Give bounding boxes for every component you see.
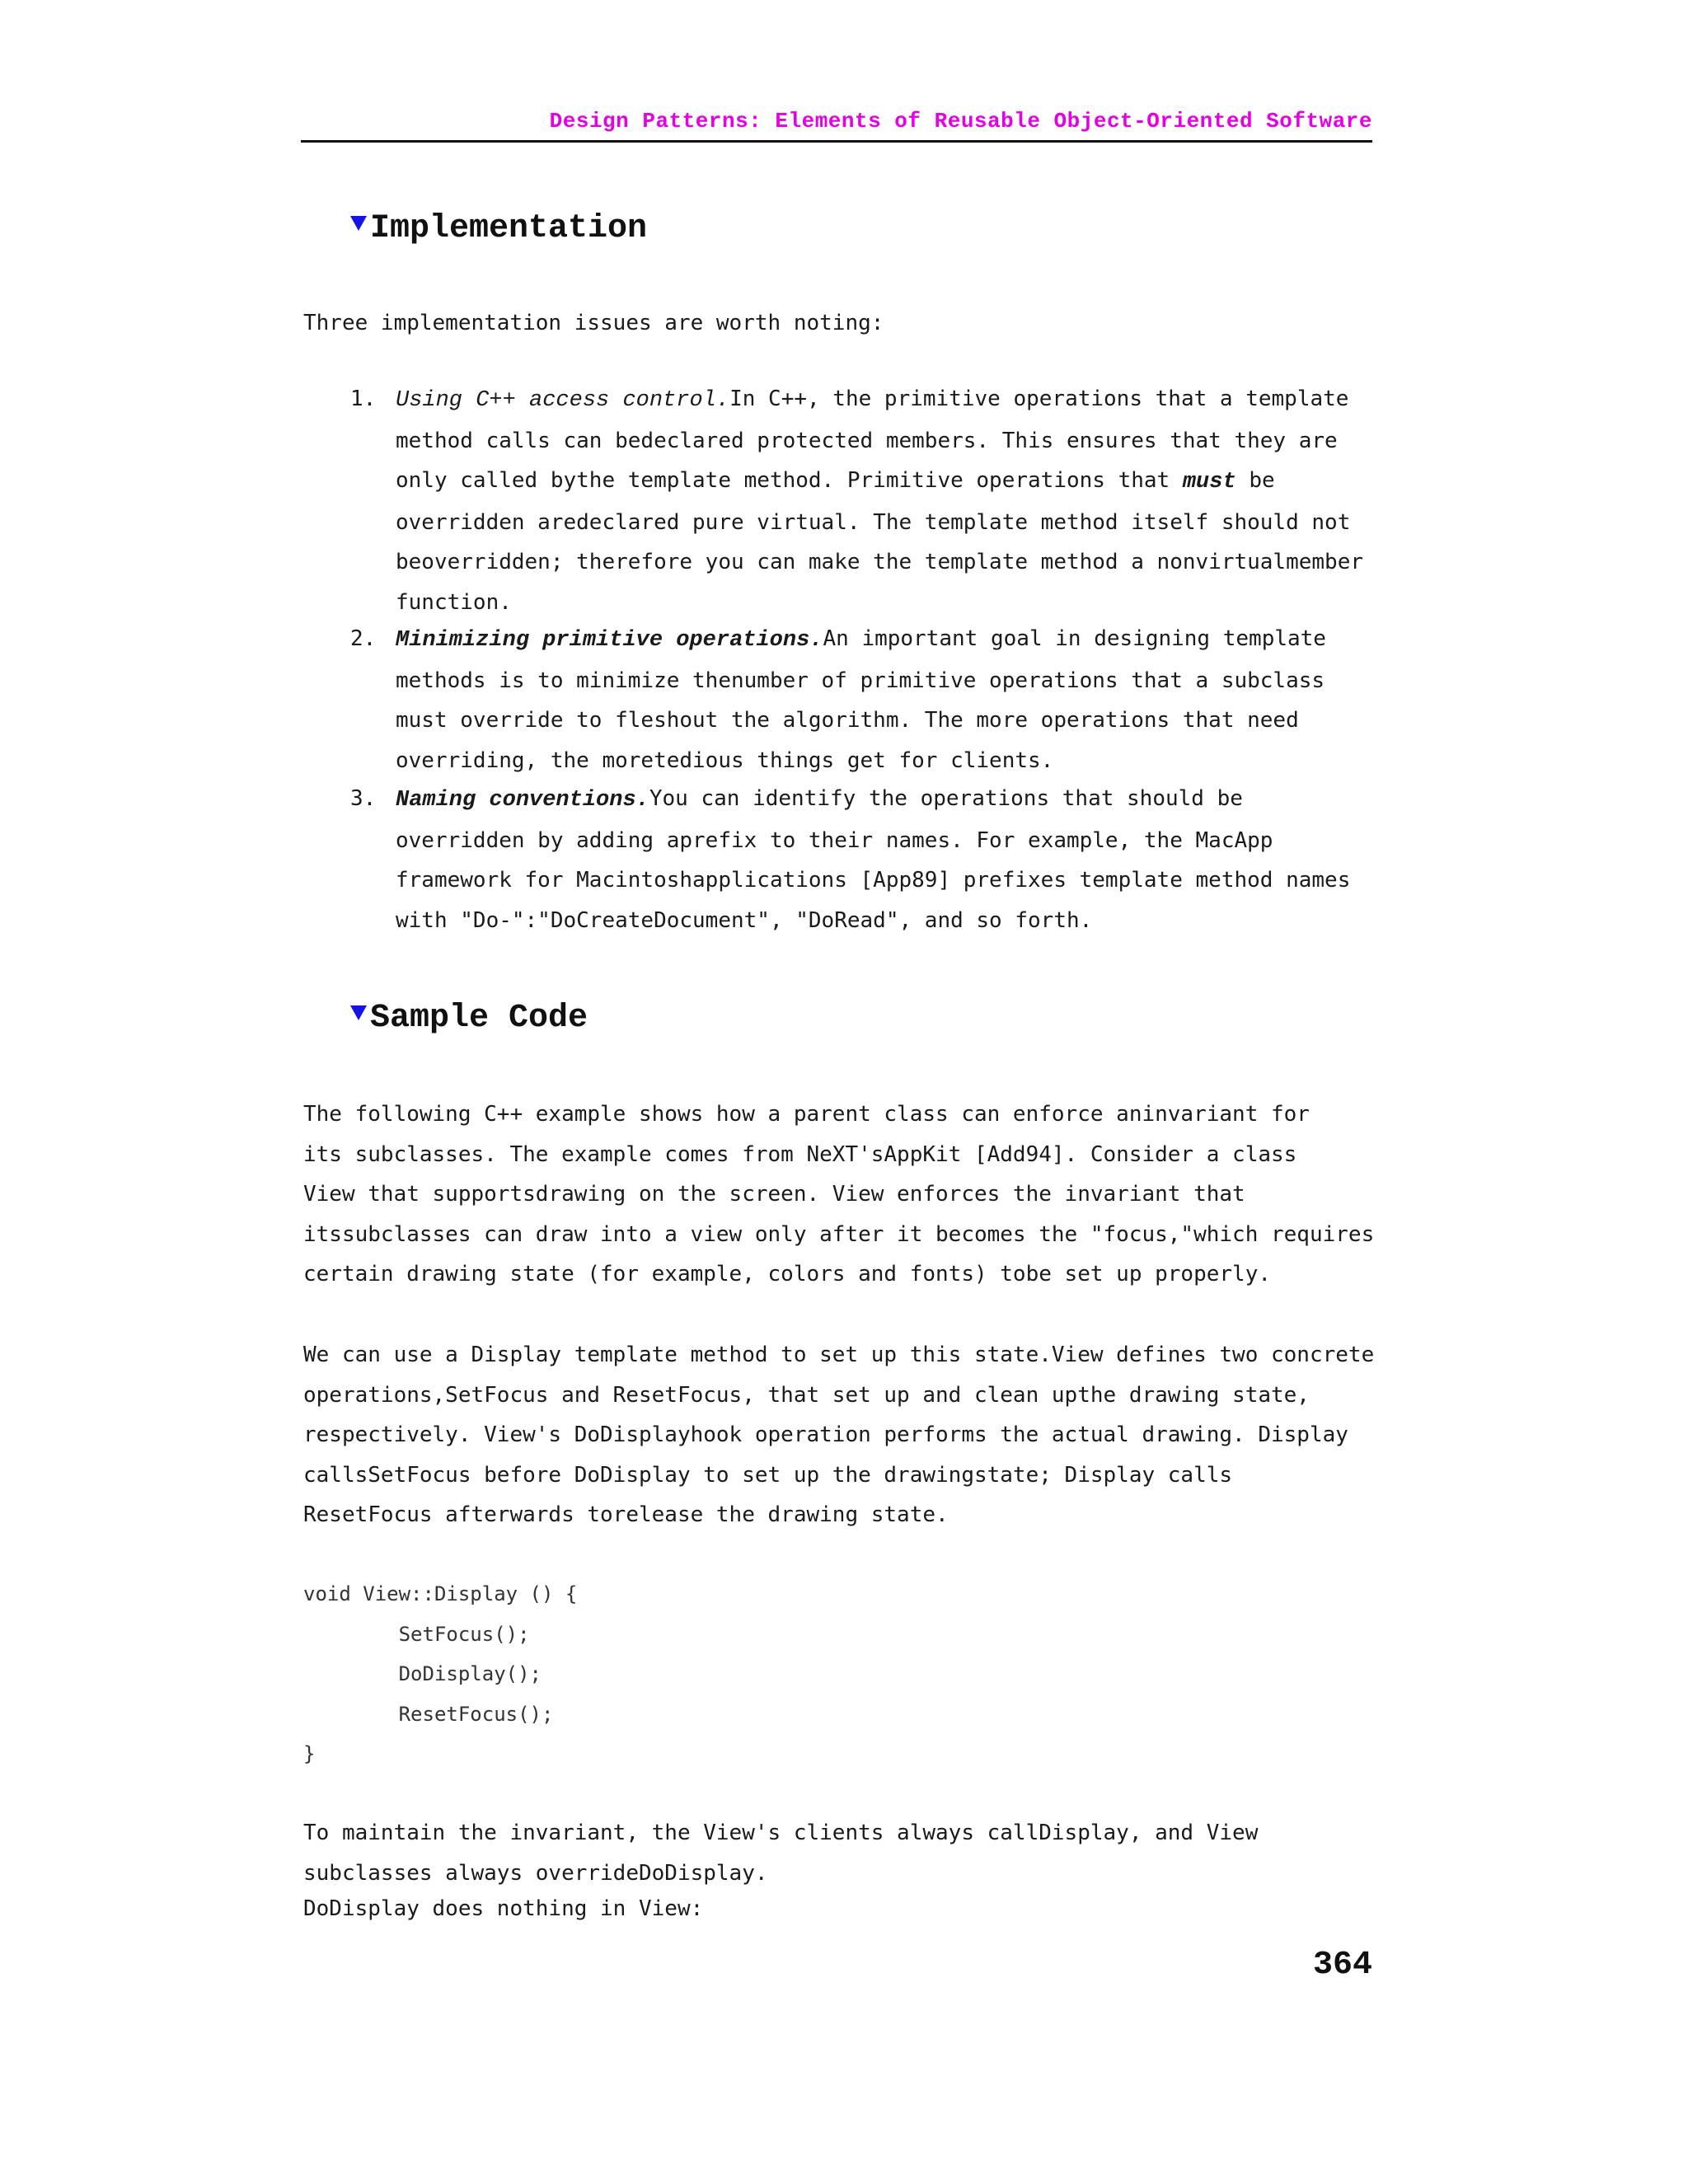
sample-code-heading: [350, 999, 588, 1038]
code-line: SetFocus();: [303, 1622, 530, 1646]
sample-code-paragraph-1: The following C++ example shows how a parent class can enforce aninvariant for its subclasses. The example comes from NeXT'sAppKit [Add94]. Consider a class View that supportsdrawing on the screen. View enforces the invariant that itssubclasses can draw into a view only after it becomes the "focus,"which requires certain drawing state (for example, colors and fonts) tobe set up properly.: [303, 1102, 1375, 1286]
code-block: [303, 1574, 577, 1774]
emphasis-must: must: [1182, 470, 1236, 494]
running-header: Design Patterns: Elements of Reusable Object-Oriented Software: [549, 109, 1372, 134]
implementation-heading: [350, 209, 647, 249]
code-line: ResetFocus();: [303, 1702, 554, 1726]
sample-code-paragraph-2: We can use a Display template method to set up this state.View defines two concrete operations,SetFocus and ResetFocus, that set up and clean upthe drawing state, respectively. View's DoDisplayhook operation performs the actual drawing. Display callsSetFocus before DoDisplay to set up the drawingstate; Display calls ResetFocus afterwards torelease the drawing state.: [303, 1343, 1375, 1527]
list-number: 2.: [350, 626, 377, 651]
code-line: DoDisplay();: [303, 1662, 542, 1685]
page-number: 364: [1312, 1947, 1372, 1984]
implementation-heading-text: Implementation: [370, 210, 648, 247]
item-title: Using C++ access control.: [396, 388, 730, 413]
implementation-intro: Three implementation issues are worth noting:: [303, 311, 884, 335]
item-title: Naming conventions.: [396, 788, 649, 813]
list-number: 1.: [350, 387, 377, 411]
code-line: }: [303, 1742, 316, 1765]
header-rule: [301, 140, 1372, 143]
list-number: 3.: [350, 786, 377, 811]
document-page: Design Patterns: Elements of Reusable Object-Oriented Software Implementation Three implementation issues are worth noting: 1. Using C++ access control.In C++, the primitive operations that a template method calls can bedeclared protected members. This ensures that they are only called bythe template method. Primitive operations that must be overridden aredeclared pure virtual. The template method itself should not beoverridden; therefore you can make the template method a nonvirtualmember function. 2. Minimizing primitive operations.An important goal in designing template methods is to minimize thenumber of primitive operations that a subclass must override to fleshout the algorithm. The more operations that need overriding, the moretedious things get for clients. 3. Naming conventions.You can identify the operations that should be overridden by adding aprefix to their names. For example, the MacApp framework for Macintoshapplications [App89] prefixes template method names with "Do-":"DoCreateDocument", "DoRead", and so forth. Sample Code The following C++ example shows how a parent class can enforce aninvariant for its subclasses. The example comes from NeXT'sAppKit [Add94]. Consider a class View that supportsdrawing on the screen. View enforces the invariant that itssubclasses can draw into a view only after it becomes the "focus,"which requires certain drawing state (for example, colors and fonts) tobe set up properly. We can use a Display template method to set up this state.View defines two concrete operations,SetFocus and ResetFocus, that set up and clean upthe drawing state, respectively. View's DoDisplayhook operation performs the actual drawing. Display callsSetFocus before DoDisplay to set up the drawingstate; Display calls ResetFocus afterwards torelease the drawing state. void View::Display () { SetFocus(); DoDisplay(); ResetFocus(); } To maintain the invariant, the View's clients always callDisplay, and View subclasses always overrideDoDisplay. DoDisplay does nothing in View: 364: [0, 0, 1688, 2184]
triangle-bullet-icon: [350, 216, 367, 231]
code-line: void View::Display () {: [303, 1582, 578, 1605]
sample-code-heading-text: Sample Code: [370, 1000, 588, 1037]
sample-code-paragraph-4: DoDisplay does nothing in View:: [303, 1896, 704, 1921]
sample-code-paragraph-3: To maintain the invariant, the View's clients always callDisplay, and View subclasses always overrideDoDisplay.: [303, 1821, 1259, 1886]
triangle-bullet-icon: [350, 1005, 367, 1020]
item-title: Minimizing primitive operations.: [396, 628, 823, 653]
